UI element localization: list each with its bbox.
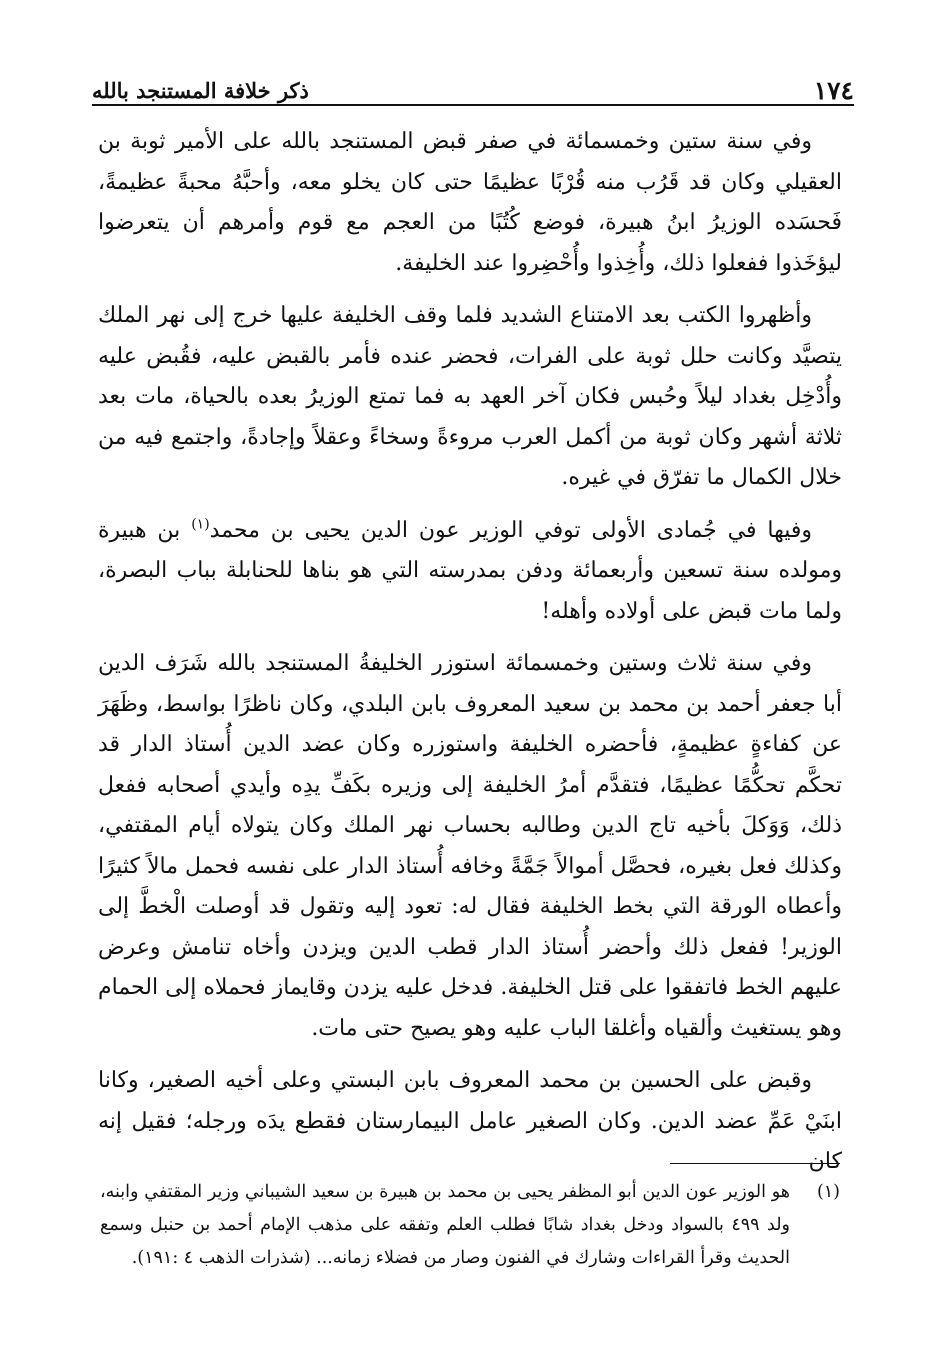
footnotes-section (100, 1176, 840, 1275)
paragraph-4: وفي سنة ثلاث وستين وخمسمائة استوزر الخليفةُ المستنجد بالله شَرَف الدين أبا جعفر أحمد بن محمد بن سعيد المعروف بابن البلدي، وكان ناظرًا بواسط، وظَهَرَ عن كفاءةٍ عظيمةٍ، فأحضره الخليفة واستوزره وكان عضد الدين أُستاذ الدار قد تحكَّم تحكُّمًا عظيمًا، فتقدَّم أمرُ الخليفة إلى وزيره بكَفِّ يدِه وأيدي أصحابه ففعل ذلك، وَوَكلَ بأخيه تاج الدين وطالبه بحساب نهر الملك وكان يتولاه أيام المقتفي، وكذلك فعل بغيره، فحصَّل أموالاً جَمَّةً وخافه أُستاذ الدار على نفسه فحمل مالاً كثيرًا وأعطاه الورقة التي بخط الخليفة فقال له: تعود إليه وتقول قد أوصلت الْخطَّ إلى الوزير! ففعل ذلك وأحضر أُستاذ الدار قطب الدين ويزدن وأخاه تنامش وعرض عليهم الخط فاتفقوا على قتل الخليفة. فدخل عليه يزدن وقايماز فحملاه إلى الحمام وهو يستغيث وألقياه وأغلقا الباب عليه وهو يصيح حتى مات. (98, 651, 842, 1041)
footnote-reference-marker: (١) (191, 516, 210, 533)
paragraph-3-text: وفيها في جُمادى الأولى توفي الوزير عون الدين يحيى بن محمد (209, 517, 813, 543)
header-divider (92, 104, 854, 106)
page-number: ١٧٤ (813, 76, 854, 105)
running-title: ذكر خلافة المستنجد بالله (92, 78, 309, 103)
page-header (92, 66, 854, 106)
footnote-1 (100, 1176, 840, 1275)
paragraph-1: وفي سنة ستين وخمسمائة في صفر قبض المستنجد بالله على الأمير ثوبة بن العقيلي وكان قد قَرُب منه قُرْبًا عظيمًا حتى كان يخلو معه، وأحبَّهُ محبةً عظيمةً، فَحسَده الوزيرُ ابنُ هبيرة، فوضع كُتُبًا من العجم مع قوم وأمرهم أن يتعرضوا ليؤخَذوا ففعلوا ذلك، وأُخِذوا وأُحْضِروا عند الخليفة. (98, 129, 842, 276)
paragraph-3-with-footnote (98, 511, 842, 633)
footnote-number: (١) (816, 1182, 840, 1202)
footnote-text: هو الوزير عون الدين أبو المظفر يحيى بن محمد بن هبيرة بن سعيد الشيباني وزير المقتفي وابنه، ولد ٤٩٩ بالسواد ودخل بغداد شابًا فطلب العلم وتفقه على مذهب الإمام أحمد بن حنبل وسمع الحديث وقرأ القراءات وشارك في الفنون وصار من فضلاء زمانه... (شذرات الذهب ٤ :١٩١). (100, 1182, 790, 1268)
main-text (98, 122, 842, 1195)
paragraph-5: وقبض على الحسين بن محمد المعروف بابن البستي وعلى أخيه الصغير، وكانا ابنَيْ عَمِّ عضد الدين. وكان الصغير عامل البيمارستان فقطع يدَه ورجله؛ فقيل إنه كان (98, 1068, 842, 1174)
paragraph-3-continuation: بن هبيرة ومولده سنة تسعين وأربعمائة ودفن بمدرسته التي هو بناها للحنابلة بباب البصرة، ولما مات قبض على أولاده وأهله! (98, 517, 842, 624)
paragraph-2: وأظهروا الكتب بعد الامتناع الشديد فلما وقف الخليفة عليها خرج إلى نهر الملك يتصيَّد وكانت حلل ثوبة على الفرات، فحضر عنده فأمر بالقبض عليه، فقُبض عليه وأُدْخِل بغداد ليلاً وحُبس فكان آخر العهد به فما تمتع الوزيرُ بعده بالحياة، مات بعد ثلاثة أشهر وكان ثوبة من أكمل العرب مروءةً وسخاءً وعقلاً وإجادةً، واجتمع فيه من خلال الكمال ما تفرّق في غيره. (98, 303, 842, 490)
footnote-divider (670, 1163, 840, 1164)
